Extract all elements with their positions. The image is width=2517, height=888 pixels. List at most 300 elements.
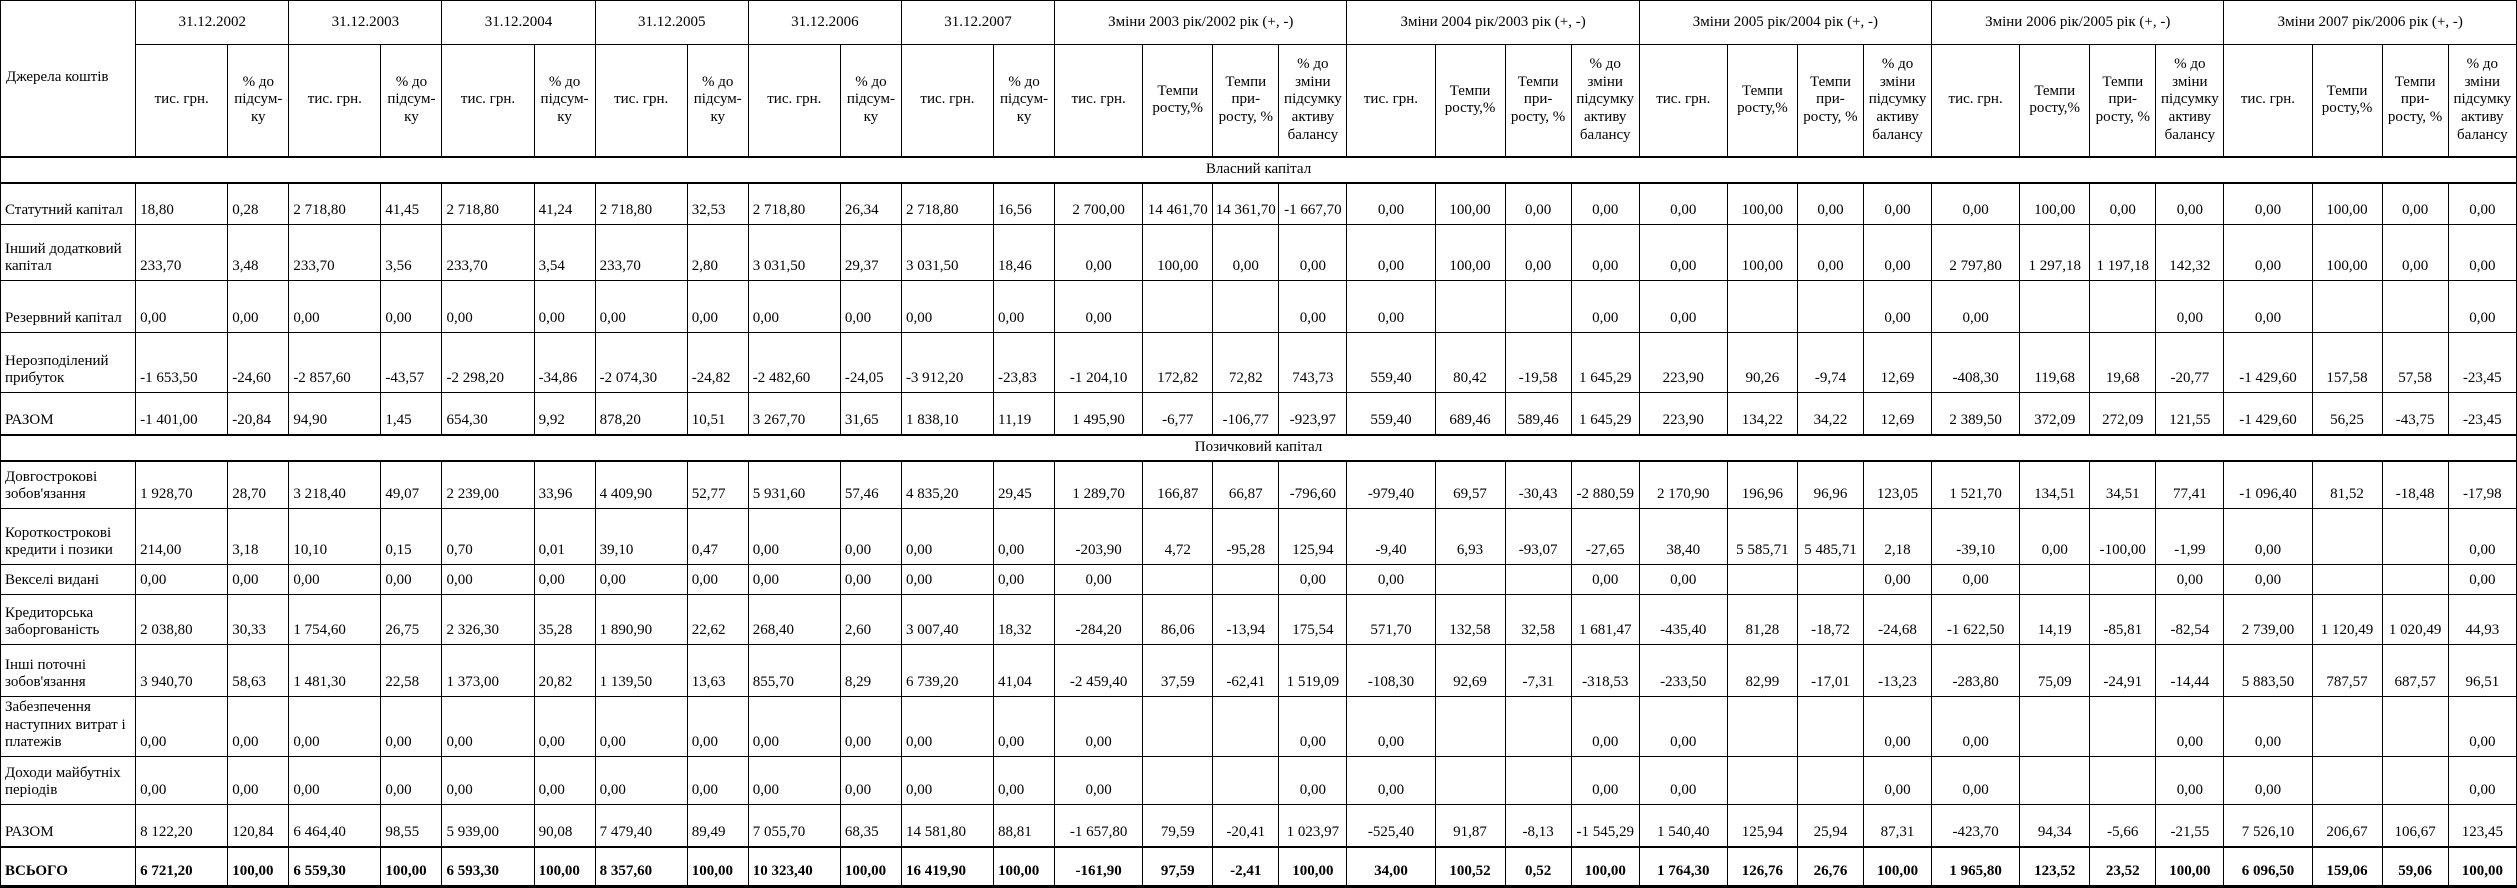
- table-cell: 120,84: [228, 805, 289, 847]
- table-cell: 2 797,80: [1932, 225, 2020, 281]
- table-cell: -2,41: [1213, 847, 1279, 887]
- table-cell: 100,00: [1143, 225, 1213, 281]
- table-cell: 7 055,70: [748, 805, 840, 847]
- table-cell: 13,63: [687, 645, 748, 697]
- table-cell: 0,00: [2224, 509, 2312, 565]
- table-cell: 0,00: [687, 757, 748, 805]
- year-subcolumn-header: % до підсум-ку: [994, 45, 1055, 157]
- table-cell: -1 204,10: [1055, 333, 1143, 393]
- table-cell: 0,00: [228, 281, 289, 333]
- change-subcolumn-header: Темпи росту,%: [2020, 45, 2090, 157]
- table-cell: 33,96: [534, 461, 595, 509]
- table-cell: -2 298,20: [442, 333, 534, 393]
- table-cell: -1 401,00: [136, 393, 228, 435]
- table-cell: 0,00: [595, 697, 687, 757]
- table-cell: 41,45: [381, 183, 442, 225]
- table-cell: 0,00: [901, 281, 993, 333]
- table-cell: 96,96: [1797, 461, 1863, 509]
- table-cell: 0,00: [442, 281, 534, 333]
- table-cell: -23,83: [994, 333, 1055, 393]
- table-cell: 23,52: [2090, 847, 2156, 887]
- table-cell: 100,00: [2448, 847, 2516, 887]
- table-cell: 4 835,20: [901, 461, 993, 509]
- table-cell: 100,00: [1435, 225, 1505, 281]
- table-row: [1, 461, 2517, 509]
- table-cell: 0,00: [2448, 183, 2516, 225]
- table-cell: 2 739,00: [2224, 595, 2312, 645]
- table-cell: 0,00: [687, 565, 748, 595]
- table-cell: 0,00: [994, 509, 1055, 565]
- section-title: Позичковий капітал: [1, 435, 2517, 461]
- table-cell: 1 521,70: [1932, 461, 2020, 509]
- change-subcolumn-header: Темпи росту,%: [2312, 45, 2382, 157]
- table-cell: 134,22: [1727, 393, 1797, 435]
- change-subcolumn-header: Темпи при-росту, %: [1797, 45, 1863, 157]
- table-cell: -108,30: [1347, 645, 1435, 697]
- table-cell: -27,65: [1571, 509, 1639, 565]
- table-cell: 3,48: [228, 225, 289, 281]
- table-cell: -34,86: [534, 333, 595, 393]
- table-cell: 0,00: [2156, 183, 2224, 225]
- change-subcolumn-header: Темпи росту,%: [1435, 45, 1505, 157]
- table-cell: -100,00: [2090, 509, 2156, 565]
- row-label: Векселі видані: [1, 565, 136, 595]
- table-cell: 0,00: [1571, 281, 1639, 333]
- table-cell: 1 289,70: [1055, 461, 1143, 509]
- table-cell: 100,00: [534, 847, 595, 887]
- table-cell: 0,00: [2156, 281, 2224, 333]
- table-row: [1, 393, 2517, 435]
- table-cell: -20,41: [1213, 805, 1279, 847]
- row-label: Довгострокові зобов'язання: [1, 461, 136, 509]
- table-cell: [1727, 281, 1797, 333]
- table-cell: 223,90: [1639, 333, 1727, 393]
- year-subcolumn-header: % до підсум-ку: [534, 45, 595, 157]
- table-cell: 0,00: [534, 757, 595, 805]
- year-group-header: 31.12.2007: [901, 1, 1054, 45]
- table-cell: [1727, 697, 1797, 757]
- table-cell: 100,00: [840, 847, 901, 887]
- table-cell: -6,77: [1143, 393, 1213, 435]
- table-cell: [2020, 281, 2090, 333]
- table-cell: 34,00: [1347, 847, 1435, 887]
- table-cell: -13,94: [1213, 595, 1279, 645]
- table-cell: -30,43: [1505, 461, 1571, 509]
- table-cell: 0,00: [2448, 225, 2516, 281]
- table-cell: 26,75: [381, 595, 442, 645]
- table-cell: 0,00: [1347, 281, 1435, 333]
- table-cell: [2090, 565, 2156, 595]
- table-cell: 0,00: [840, 509, 901, 565]
- table-cell: 97,59: [1143, 847, 1213, 887]
- table-cell: 19,68: [2090, 333, 2156, 393]
- table-cell: 14 361,70: [1213, 183, 1279, 225]
- table-row: [1, 183, 2517, 225]
- table-cell: 44,93: [2448, 595, 2516, 645]
- change-group-header: Зміни 2007 рік/2006 рік (+, -): [2224, 1, 2517, 45]
- table-cell: -2 459,40: [1055, 645, 1143, 697]
- table-cell: 0,00: [2382, 183, 2448, 225]
- table-cell: 0,00: [1639, 697, 1727, 757]
- year-group-header: 31.12.2002: [136, 1, 289, 45]
- table-cell: 1 197,18: [2090, 225, 2156, 281]
- table-cell: 0,00: [901, 757, 993, 805]
- table-cell: 0,00: [1571, 225, 1639, 281]
- table-cell: 10,51: [687, 393, 748, 435]
- table-cell: 100,00: [1863, 847, 1931, 887]
- row-label: Інший додатковий капітал: [1, 225, 136, 281]
- table-cell: [1213, 757, 1279, 805]
- table-cell: 2,60: [840, 595, 901, 645]
- table-cell: [1435, 565, 1505, 595]
- table-cell: 6 739,20: [901, 645, 993, 697]
- table-cell: 0,00: [687, 281, 748, 333]
- table-cell: 37,59: [1143, 645, 1213, 697]
- table-cell: 214,00: [136, 509, 228, 565]
- table-cell: -1 545,29: [1571, 805, 1639, 847]
- table-cell: 22,58: [381, 645, 442, 697]
- table-cell: 100,00: [228, 847, 289, 887]
- table-cell: 6 593,30: [442, 847, 534, 887]
- table-cell: 10 323,40: [748, 847, 840, 887]
- table-cell: [1213, 281, 1279, 333]
- row-label: ВСЬОГО: [1, 847, 136, 887]
- table-cell: 98,55: [381, 805, 442, 847]
- table-cell: 132,58: [1435, 595, 1505, 645]
- table-cell: 56,25: [2312, 393, 2382, 435]
- table-cell: [1505, 697, 1571, 757]
- change-group-header: Зміни 2006 рік/2005 рік (+, -): [1932, 1, 2224, 45]
- table-cell: 0,00: [1279, 697, 1347, 757]
- table-cell: 6 096,50: [2224, 847, 2312, 887]
- year-group-header: 31.12.2006: [748, 1, 901, 45]
- table-cell: -82,54: [2156, 595, 2224, 645]
- table-cell: 94,34: [2020, 805, 2090, 847]
- table-cell: 0,01: [534, 509, 595, 565]
- table-cell: -284,20: [1055, 595, 1143, 645]
- table-cell: 0,00: [1347, 183, 1435, 225]
- table-cell: 0,00: [1571, 697, 1639, 757]
- table-cell: -18,48: [2382, 461, 2448, 509]
- table-cell: 0,00: [228, 757, 289, 805]
- table-cell: 2 718,80: [901, 183, 993, 225]
- table-cell: 0,00: [748, 509, 840, 565]
- table-cell: 6 464,40: [289, 805, 381, 847]
- table-cell: -283,80: [1932, 645, 2020, 697]
- table-cell: 0,00: [994, 697, 1055, 757]
- table-cell: [2020, 697, 2090, 757]
- table-cell: 92,69: [1435, 645, 1505, 697]
- table-cell: 69,57: [1435, 461, 1505, 509]
- table-cell: 38,40: [1639, 509, 1727, 565]
- table-cell: 100,00: [2156, 847, 2224, 887]
- table-cell: 0,00: [2448, 281, 2516, 333]
- table-cell: 0,00: [901, 697, 993, 757]
- table-cell: 2 239,00: [442, 461, 534, 509]
- table-cell: -1 096,40: [2224, 461, 2312, 509]
- table-cell: 272,09: [2090, 393, 2156, 435]
- table-cell: 743,73: [1279, 333, 1347, 393]
- table-cell: 96,51: [2448, 645, 2516, 697]
- table-cell: 787,57: [2312, 645, 2382, 697]
- table-cell: 1 928,70: [136, 461, 228, 509]
- table-cell: 9,92: [534, 393, 595, 435]
- table-cell: 0,00: [1347, 757, 1435, 805]
- table-cell: [1435, 281, 1505, 333]
- table-cell: 0,00: [136, 281, 228, 333]
- table-cell: 0,00: [1863, 183, 1931, 225]
- table-cell: -106,77: [1213, 393, 1279, 435]
- table-cell: 30,33: [228, 595, 289, 645]
- table-cell: 571,70: [1347, 595, 1435, 645]
- table-cell: 0,00: [1639, 225, 1727, 281]
- table-cell: [2312, 697, 2382, 757]
- table-cell: -2 880,59: [1571, 461, 1639, 509]
- table-cell: 5 931,60: [748, 461, 840, 509]
- grand-total-row: [1, 847, 2517, 887]
- table-cell: [2020, 565, 2090, 595]
- table-cell: 0,00: [2224, 697, 2312, 757]
- table-cell: 82,99: [1727, 645, 1797, 697]
- table-cell: 0,00: [1055, 697, 1143, 757]
- table-cell: 0,00: [289, 281, 381, 333]
- table-cell: 1 645,29: [1571, 333, 1639, 393]
- table-cell: 0,00: [1932, 183, 2020, 225]
- table-cell: 14,19: [2020, 595, 2090, 645]
- header-row-subcolumns: [1, 45, 2517, 157]
- table-cell: 11,19: [994, 393, 1055, 435]
- corner-header: Джерела коштів: [1, 1, 136, 157]
- table-cell: 134,51: [2020, 461, 2090, 509]
- table-cell: [1505, 281, 1571, 333]
- table-cell: -93,07: [1505, 509, 1571, 565]
- table-cell: 39,10: [595, 509, 687, 565]
- section-title: Власний капітал: [1, 157, 2517, 183]
- table-cell: 0,00: [994, 757, 1055, 805]
- row-label: Статутний капітал: [1, 183, 136, 225]
- table-cell: 0,00: [1055, 281, 1143, 333]
- table-cell: 5 939,00: [442, 805, 534, 847]
- table-cell: 1 540,40: [1639, 805, 1727, 847]
- table-cell: 94,90: [289, 393, 381, 435]
- table-cell: 1 764,30: [1639, 847, 1727, 887]
- table-cell: -24,91: [2090, 645, 2156, 697]
- table-cell: 3 007,40: [901, 595, 993, 645]
- table-cell: [1727, 757, 1797, 805]
- section-title-row: [1, 157, 2517, 183]
- table-cell: -43,57: [381, 333, 442, 393]
- table-header: [1, 1, 2517, 157]
- table-cell: -18,72: [1797, 595, 1863, 645]
- table-cell: [2312, 757, 2382, 805]
- table-cell: 233,70: [289, 225, 381, 281]
- table-cell: 0,00: [289, 757, 381, 805]
- table-cell: 0,00: [595, 757, 687, 805]
- table-cell: -525,40: [1347, 805, 1435, 847]
- table-cell: 32,58: [1505, 595, 1571, 645]
- table-cell: 126,76: [1727, 847, 1797, 887]
- table-cell: 0,00: [1571, 565, 1639, 595]
- table-cell: -923,97: [1279, 393, 1347, 435]
- table-cell: 2 389,50: [1932, 393, 2020, 435]
- table-cell: 0,00: [1932, 697, 2020, 757]
- table-cell: 7 526,10: [2224, 805, 2312, 847]
- table-cell: [1727, 565, 1797, 595]
- table-cell: 0,00: [1571, 757, 1639, 805]
- table-cell: 0,00: [1347, 697, 1435, 757]
- table-cell: 0,00: [2156, 757, 2224, 805]
- table-cell: 0,00: [1347, 225, 1435, 281]
- table-cell: [1435, 697, 1505, 757]
- table-cell: 77,41: [2156, 461, 2224, 509]
- year-subcolumn-header: % до підсум-ку: [840, 45, 901, 157]
- table-cell: -85,81: [2090, 595, 2156, 645]
- table-cell: 26,76: [1797, 847, 1863, 887]
- table-cell: 0,00: [2224, 225, 2312, 281]
- table-row: [1, 805, 2517, 847]
- table-cell: 0,00: [381, 281, 442, 333]
- table-cell: 0,00: [1932, 281, 2020, 333]
- table-cell: 100,00: [1279, 847, 1347, 887]
- table-cell: -1 653,50: [136, 333, 228, 393]
- table-cell: [1797, 565, 1863, 595]
- table-cell: 372,09: [2020, 393, 2090, 435]
- table-cell: 0,00: [2448, 509, 2516, 565]
- table-cell: 0,00: [1279, 757, 1347, 805]
- table-cell: 0,00: [840, 281, 901, 333]
- table-cell: 0,00: [1863, 697, 1931, 757]
- table-cell: 68,35: [840, 805, 901, 847]
- table-cell: 0,00: [2448, 565, 2516, 595]
- row-label: Забезпечення наступних витрат і платежів: [1, 697, 136, 757]
- table-cell: 157,58: [2312, 333, 2382, 393]
- table-cell: 0,00: [2020, 509, 2090, 565]
- table-cell: 100,00: [994, 847, 1055, 887]
- table-cell: 2 326,30: [442, 595, 534, 645]
- table-cell: 2 718,80: [748, 183, 840, 225]
- table-cell: -8,13: [1505, 805, 1571, 847]
- table-cell: 206,67: [2312, 805, 2382, 847]
- table-cell: 25,94: [1797, 805, 1863, 847]
- table-cell: 86,06: [1143, 595, 1213, 645]
- table-cell: 31,65: [840, 393, 901, 435]
- table-cell: [2020, 757, 2090, 805]
- change-subcolumn-header: тис. грн.: [1055, 45, 1143, 157]
- table-cell: 81,28: [1727, 595, 1797, 645]
- table-cell: [1143, 697, 1213, 757]
- change-group-header: Зміни 2004 рік/2003 рік (+, -): [1347, 1, 1639, 45]
- table-cell: 0,00: [1639, 281, 1727, 333]
- table-cell: 0,00: [228, 697, 289, 757]
- header-row-groups: [1, 1, 2517, 45]
- table-cell: 0,00: [840, 757, 901, 805]
- table-cell: 4 409,90: [595, 461, 687, 509]
- table-cell: 34,22: [1797, 393, 1863, 435]
- change-subcolumn-header: Темпи при-росту, %: [1213, 45, 1279, 157]
- table-cell: 75,09: [2020, 645, 2090, 697]
- row-label: Короткострокові кредити і позики: [1, 509, 136, 565]
- table-cell: [1797, 281, 1863, 333]
- year-subcolumn-header: тис. грн.: [901, 45, 993, 157]
- table-cell: -23,45: [2448, 333, 2516, 393]
- table-cell: 89,49: [687, 805, 748, 847]
- change-subcolumn-header: % до зміни підсумку активу балансу: [2448, 45, 2516, 157]
- table-cell: 1 481,30: [289, 645, 381, 697]
- table-cell: -95,28: [1213, 509, 1279, 565]
- table-cell: 654,30: [442, 393, 534, 435]
- table-cell: 125,94: [1727, 805, 1797, 847]
- table-cell: 0,00: [1863, 225, 1931, 281]
- table-cell: 559,40: [1347, 393, 1435, 435]
- table-cell: [2382, 509, 2448, 565]
- table-cell: 87,31: [1863, 805, 1931, 847]
- table-cell: 0,00: [136, 697, 228, 757]
- row-label: Нерозподілений прибуток: [1, 333, 136, 393]
- table-cell: -1 622,50: [1932, 595, 2020, 645]
- table-cell: 12,69: [1863, 333, 1931, 393]
- table-cell: 3 031,50: [748, 225, 840, 281]
- table-cell: [1213, 565, 1279, 595]
- table-cell: 0,47: [687, 509, 748, 565]
- table-cell: 0,00: [534, 697, 595, 757]
- table-cell: 0,00: [381, 697, 442, 757]
- table-cell: 1 681,47: [1571, 595, 1639, 645]
- year-subcolumn-header: % до підсум-ку: [381, 45, 442, 157]
- table-cell: -1 657,80: [1055, 805, 1143, 847]
- table-cell: [1505, 565, 1571, 595]
- change-group-header: Зміни 2003 рік/2002 рік (+, -): [1055, 1, 1347, 45]
- table-cell: 125,94: [1279, 509, 1347, 565]
- table-cell: 0,00: [442, 697, 534, 757]
- table-cell: 2 170,90: [1639, 461, 1727, 509]
- table-cell: 0,00: [840, 565, 901, 595]
- table-cell: 0,00: [2224, 281, 2312, 333]
- table-cell: 0,00: [1797, 225, 1863, 281]
- table-row: [1, 565, 2517, 595]
- table-cell: 100,00: [1435, 183, 1505, 225]
- table-cell: 0,00: [534, 281, 595, 333]
- table-cell: 90,08: [534, 805, 595, 847]
- table-cell: 0,00: [1505, 225, 1571, 281]
- table-cell: 16,56: [994, 183, 1055, 225]
- table-row: [1, 757, 2517, 805]
- table-cell: 0,00: [901, 565, 993, 595]
- table-cell: -24,82: [687, 333, 748, 393]
- table-cell: 0,00: [289, 565, 381, 595]
- table-cell: 6 721,20: [136, 847, 228, 887]
- table-cell: 0,70: [442, 509, 534, 565]
- table-cell: 52,77: [687, 461, 748, 509]
- table-cell: 1 754,60: [289, 595, 381, 645]
- change-subcolumn-header: % до зміни підсумку активу балансу: [1571, 45, 1639, 157]
- table-cell: 80,42: [1435, 333, 1505, 393]
- year-subcolumn-header: тис. грн.: [442, 45, 534, 157]
- table-cell: 2 718,80: [595, 183, 687, 225]
- year-group-header: 31.12.2005: [595, 1, 748, 45]
- table-cell: [2090, 281, 2156, 333]
- table-cell: 1 297,18: [2020, 225, 2090, 281]
- table-cell: 1 838,10: [901, 393, 993, 435]
- table-cell: -7,31: [1505, 645, 1571, 697]
- table-cell: 29,37: [840, 225, 901, 281]
- table-cell: 90,26: [1727, 333, 1797, 393]
- year-subcolumn-header: % до підсум-ку: [228, 45, 289, 157]
- table-cell: -423,70: [1932, 805, 2020, 847]
- table-row: [1, 595, 2517, 645]
- table-cell: [1143, 757, 1213, 805]
- table-cell: 1 020,49: [2382, 595, 2448, 645]
- table-cell: -9,40: [1347, 509, 1435, 565]
